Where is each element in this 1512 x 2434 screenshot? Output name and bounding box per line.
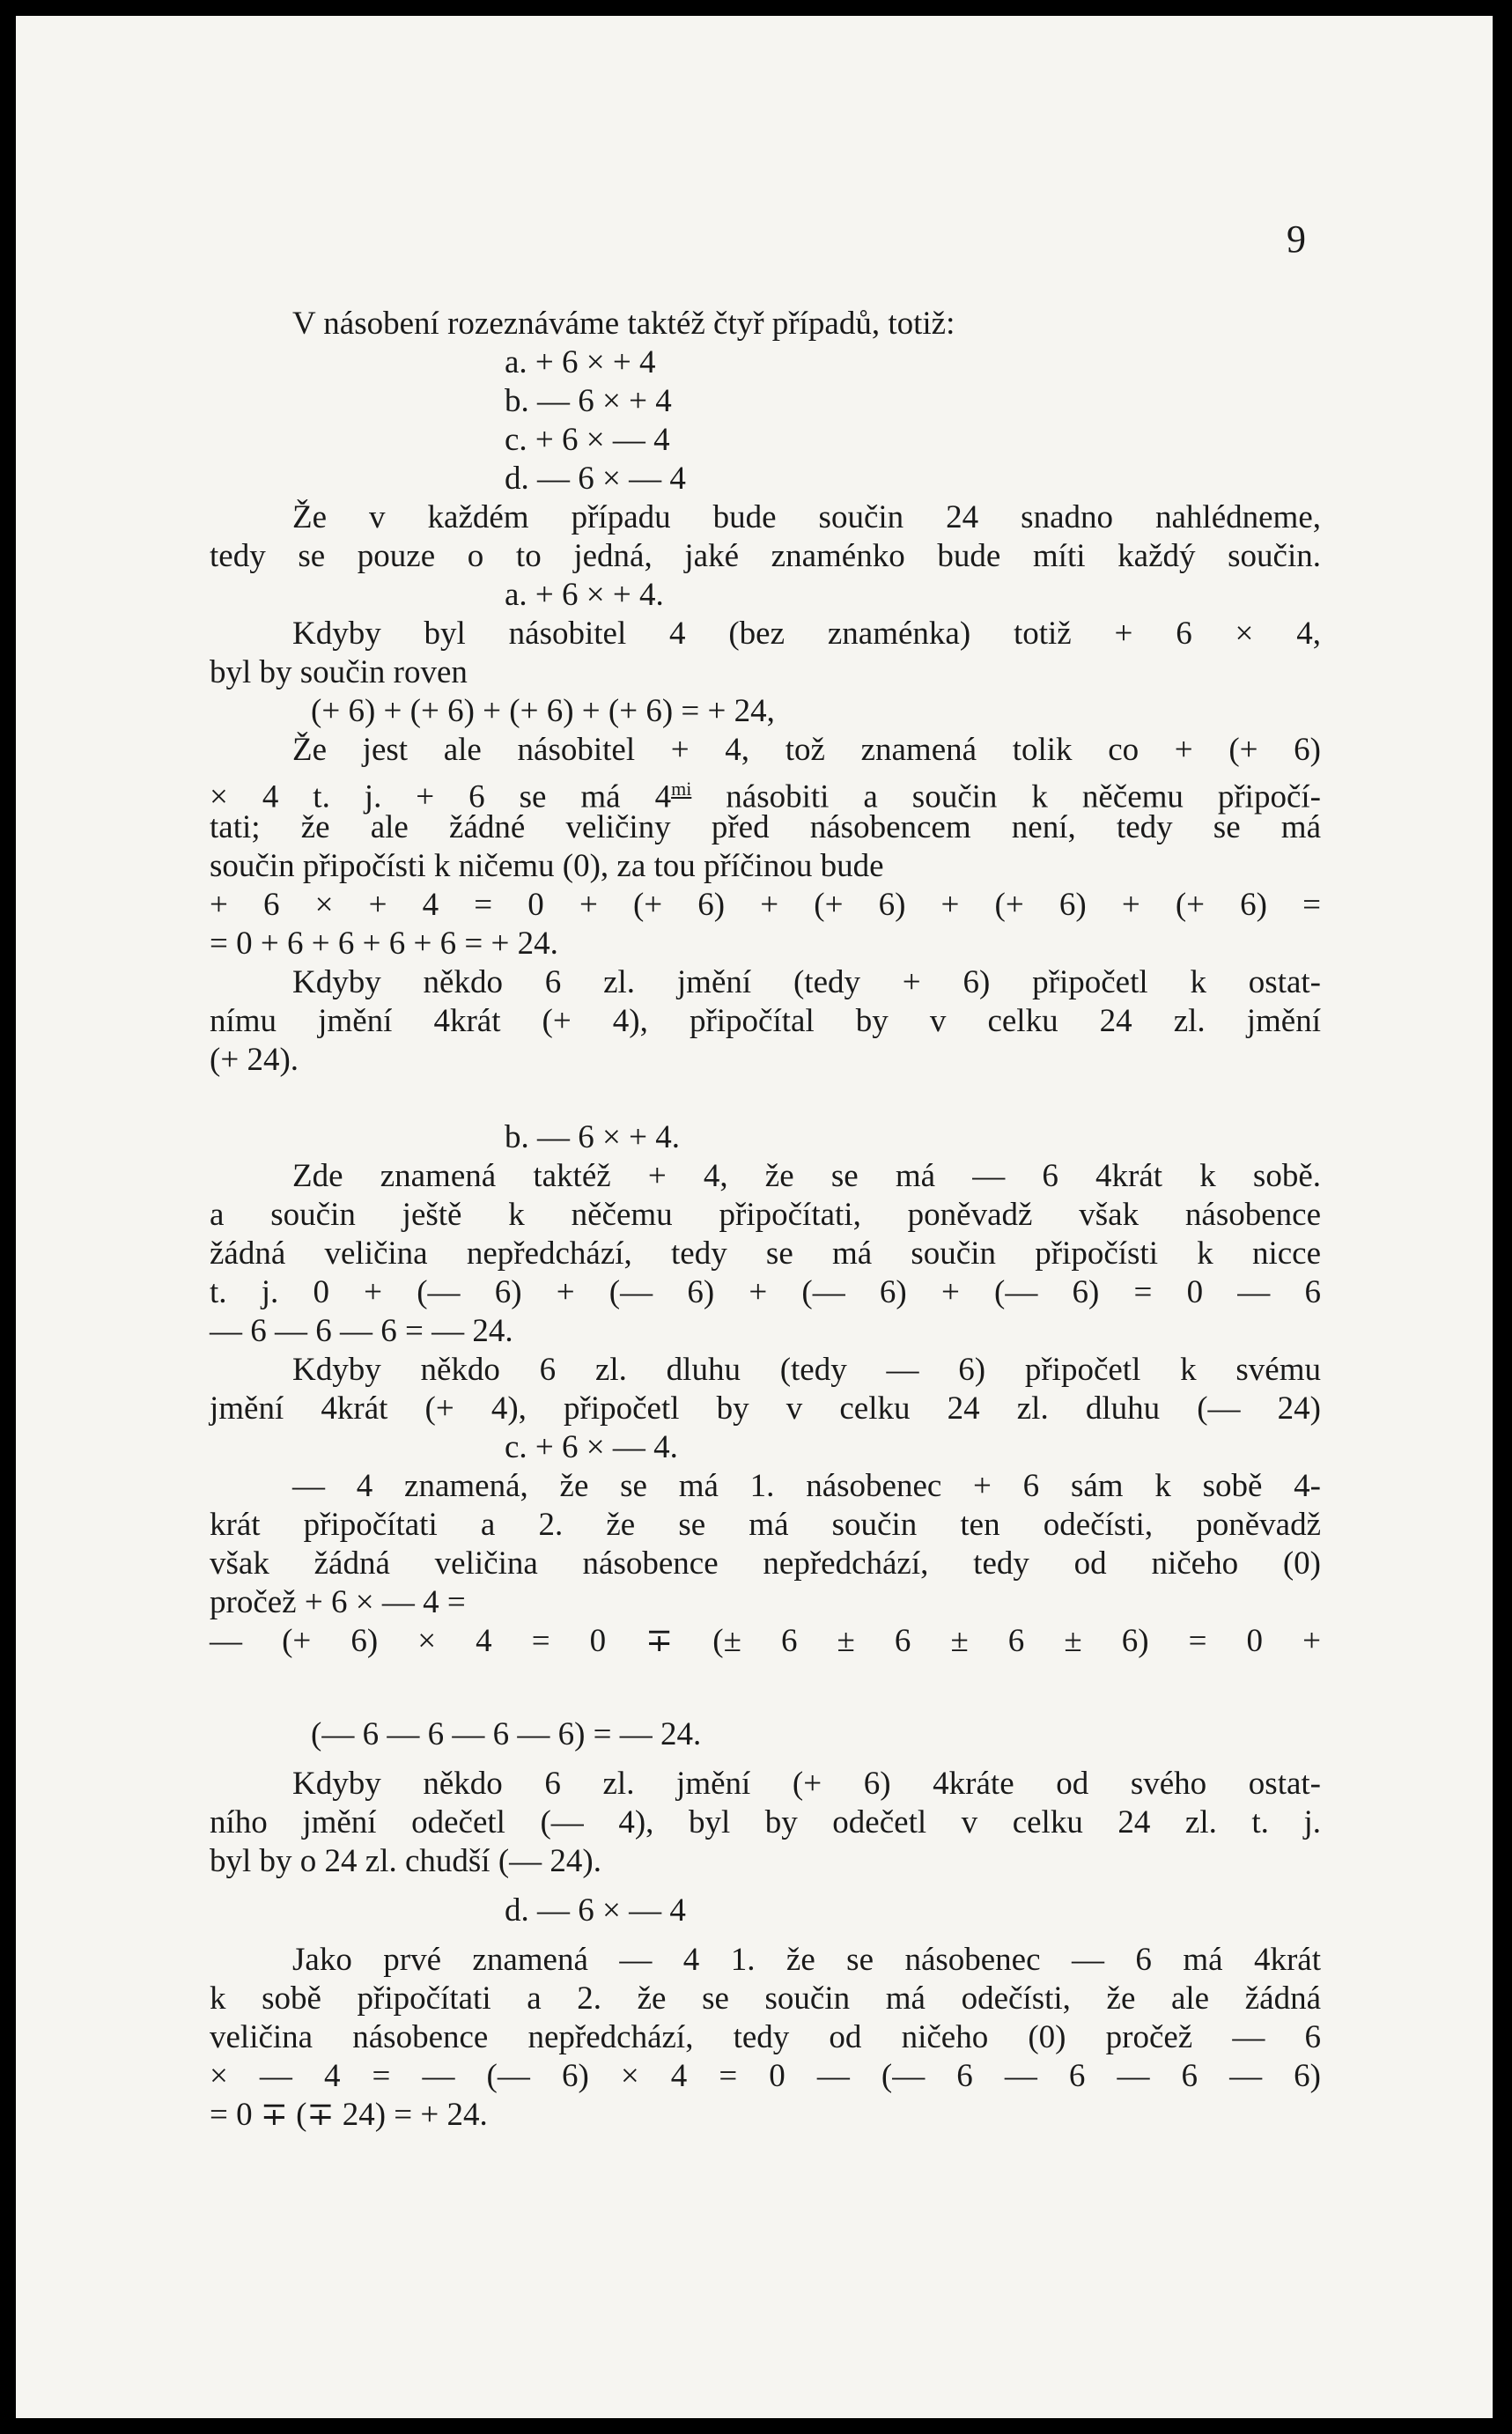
text-line: ního jmění odečetl (— 4), byl by odečetl v celku 24 zl. t. j. (210, 1804, 1321, 1840)
case-line: a. + 6 × + 4 (505, 344, 656, 380)
page-number: 9 (1287, 218, 1306, 261)
text-line: × 4 t. j. + 6 se má $4^{mi}$ násobiti a součin k něčemu připočí- (210, 778, 1321, 815)
equation-line: = 0 ∓ (∓ 24) = + 24. (210, 2097, 488, 2133)
case-line: b. — 6 × + 4 (505, 383, 672, 419)
text-line: Zde znamená taktéž + 4, že se má — 6 4krát k sobě. (292, 1158, 1321, 1194)
text-line: byl by součin roven (210, 654, 468, 690)
text-line: tedy se pouze o to jedná, jaké znaménko bude míti každý součin. (210, 538, 1321, 574)
equation-line: — (+ 6) × 4 = 0 ∓ (± 6 ± 6 ± 6 ± 6) = 0 + (210, 1623, 1321, 1659)
equation-line: t. j. 0 + (— 6) + (— 6) + (— 6) + (— 6) = 0 — 6 (210, 1274, 1321, 1310)
equation-line: (— 6 — 6 — 6 — 6) = — 24. (311, 1716, 702, 1752)
text-line: však žádná veličina násobence nepředchází, tedy od ničeho (0) (210, 1545, 1321, 1582)
text-line: jmění 4krát (+ 4), připočetl by v celku 24 zl. dluhu (— 24) (210, 1390, 1321, 1427)
text-line: žádná veličina nepředchází, tedy se má součin připočísti k nicce (210, 1235, 1321, 1272)
text-line: nímu jmění 4krát (+ 4), připočítal by v celku 24 zl. jmění (210, 1003, 1321, 1039)
text-line: Jako prvé znamená — 4 1. že se násobenec — 6 má 4krát (292, 1942, 1321, 1978)
case-heading: c. + 6 × — 4. (505, 1429, 678, 1465)
text-line: k sobě připočítati a 2. že se součin má odečísti, že ale žádná (210, 1980, 1321, 2017)
text-line: Kdyby někdo 6 zl. dluhu (tedy — 6) připočetl k svému (292, 1352, 1321, 1388)
equation-line: = 0 + 6 + 6 + 6 + 6 = + 24. (210, 926, 558, 962)
text-line: a součin ještě k něčemu připočítati, poněvadž však násobence (210, 1197, 1321, 1233)
case-heading: a. + 6 × + 4. (505, 577, 664, 613)
text-line: Kdyby někdo 6 zl. jmění (tedy + 6) připočetl k ostat- (292, 964, 1321, 1000)
text-line: Že v každém případu bude součin 24 snadno nahlédneme, (292, 499, 1321, 535)
text-line: Kdyby někdo 6 zl. jmění (+ 6) 4kráte od svého ostat- (292, 1766, 1321, 1802)
case-heading: b. — 6 × + 4. (505, 1119, 680, 1155)
text-line: — 4 znamená, že se má 1. násobenec + 6 sám k sobě 4- (292, 1468, 1321, 1504)
case-heading: d. — 6 × — 4 (505, 1892, 686, 1929)
text-line: Kdyby byl násobitel 4 (bez znaménka) totiž + 6 × 4, (292, 616, 1321, 652)
text-line: byl by o 24 zl. chudší (— 24). (210, 1843, 601, 1879)
book-page (16, 16, 1493, 2418)
equation-line: + 6 × + 4 = 0 + (+ 6) + (+ 6) + (+ 6) + (+ 6) = (210, 887, 1321, 923)
equation-line: × — 4 = — (— 6) × 4 = 0 — (— 6 — 6 — 6 — 6) (210, 2058, 1321, 2094)
text-line: V násobení rozeznáváme taktéž čtyř případů, totiž: (292, 306, 955, 342)
equation-line: (+ 6) + (+ 6) + (+ 6) + (+ 6) = + 24, (311, 693, 775, 729)
case-line: c. + 6 × — 4 (505, 422, 670, 458)
text-line: Že jest ale násobitel + 4, tož znamená tolik co + (+ 6) (292, 732, 1321, 768)
text-line: (+ 24). (210, 1042, 299, 1078)
equation-line: — 6 — 6 — 6 = — 24. (210, 1313, 513, 1349)
text-line: veličina násobence nepředchází, tedy od ničeho (0) pročež — 6 (210, 2019, 1321, 2055)
text-line: součin připočísti k ničemu (0), za tou příčinou bude (210, 848, 884, 884)
text-line: krát připočítati a 2. že se má součin ten odečísti, poněvadž (210, 1507, 1321, 1543)
text-line: tati; že ale žádné veličiny před násobencem není, tedy se má (210, 809, 1321, 845)
equation-line: pročež + 6 × — 4 = (210, 1584, 466, 1620)
case-line: d. — 6 × — 4 (505, 461, 686, 497)
